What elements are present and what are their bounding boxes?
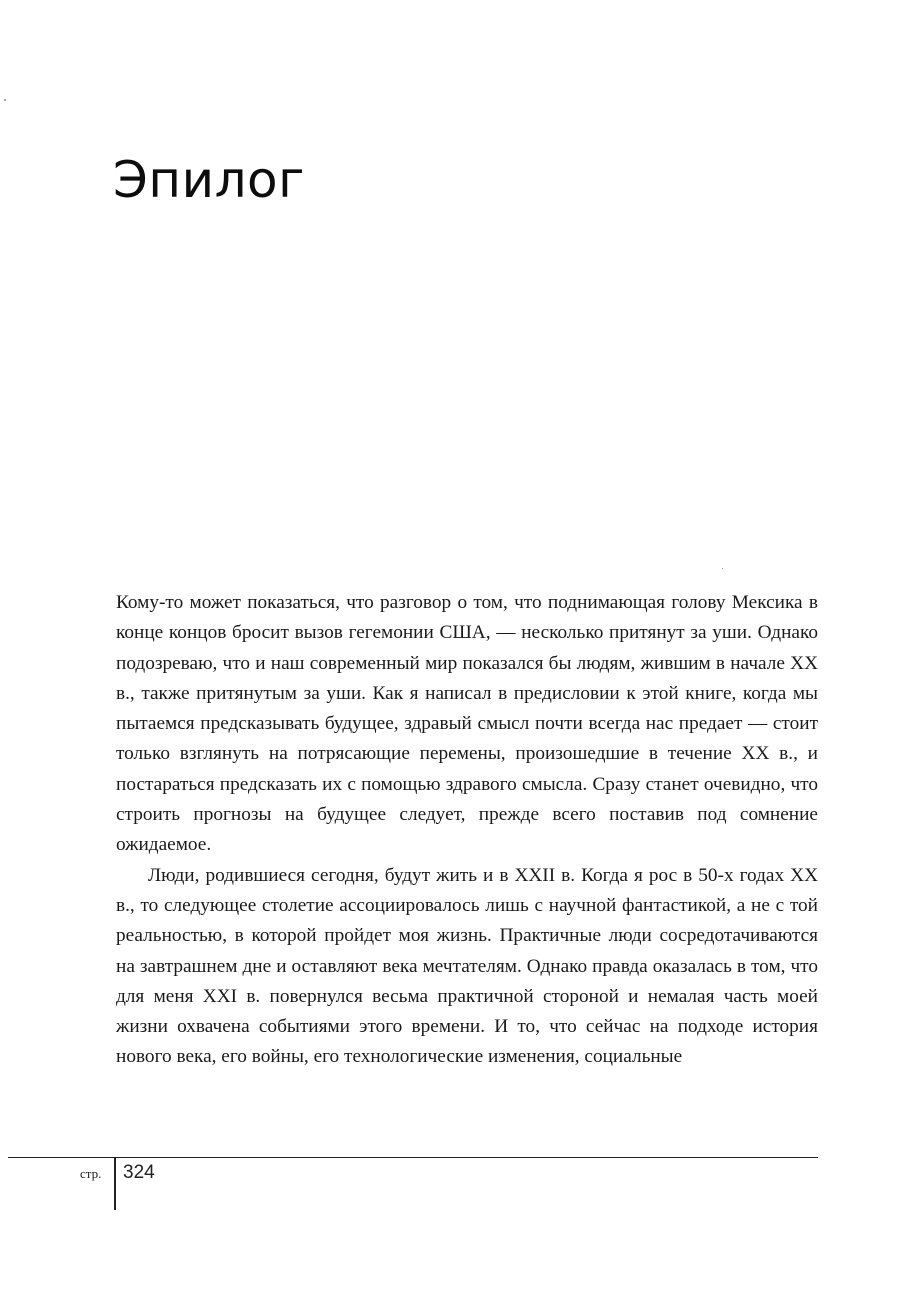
body-text bbox=[116, 588, 818, 1073]
chapter-title: Эпилог bbox=[113, 151, 305, 209]
scan-speck bbox=[722, 568, 723, 569]
page-number: 324 bbox=[123, 1162, 155, 1183]
paragraph-1: Кому-то может показаться, что разговор о том, что поднимающая голову Мексика в конце концов бросит вызов гегемонии США, — несколько притянут за уши. Однако подозреваю, что и наш современный мир показался бы людям, жившим в начале XX в., также притянутым за уши. Как я написал в предисловии к этой книге, когда мы пытаемся предсказывать будущее, здравый смысл почти всегда нас предает — стоит только взглянуть на потрясающие перемены, произошедшие в течение XX в., и постараться предсказать их с помощью здравого смысла. Сразу станет очевидно, что строить прогнозы на будущее следует, прежде всего поставив под сомнение ожидаемое. bbox=[116, 592, 818, 856]
paragraph-2: Люди, родившиеся сегодня, будут жить и в XXII в. Когда я рос в 50-х годах XX в., то следующее столетие ассоциировалось лишь с научной фантастикой, а не с той реальностью, в которой пройдет моя жизнь. Практичные люди сосредотачиваются на завтрашнем дне и оставляют века мечтателям. Однако правда оказалась в том, что для меня XXI в. повернулся весьма практичной стороной и немалая часть моей жизни охвачена событиями этого времени. И то, что сейчас на подходе история нового века, его войны, его технологические изменения, социальные bbox=[116, 864, 818, 1068]
scan-speck bbox=[4, 99, 6, 101]
footer-rule bbox=[8, 1157, 818, 1158]
footer-divider bbox=[114, 1158, 116, 1210]
page-label: стр. bbox=[80, 1166, 102, 1181]
